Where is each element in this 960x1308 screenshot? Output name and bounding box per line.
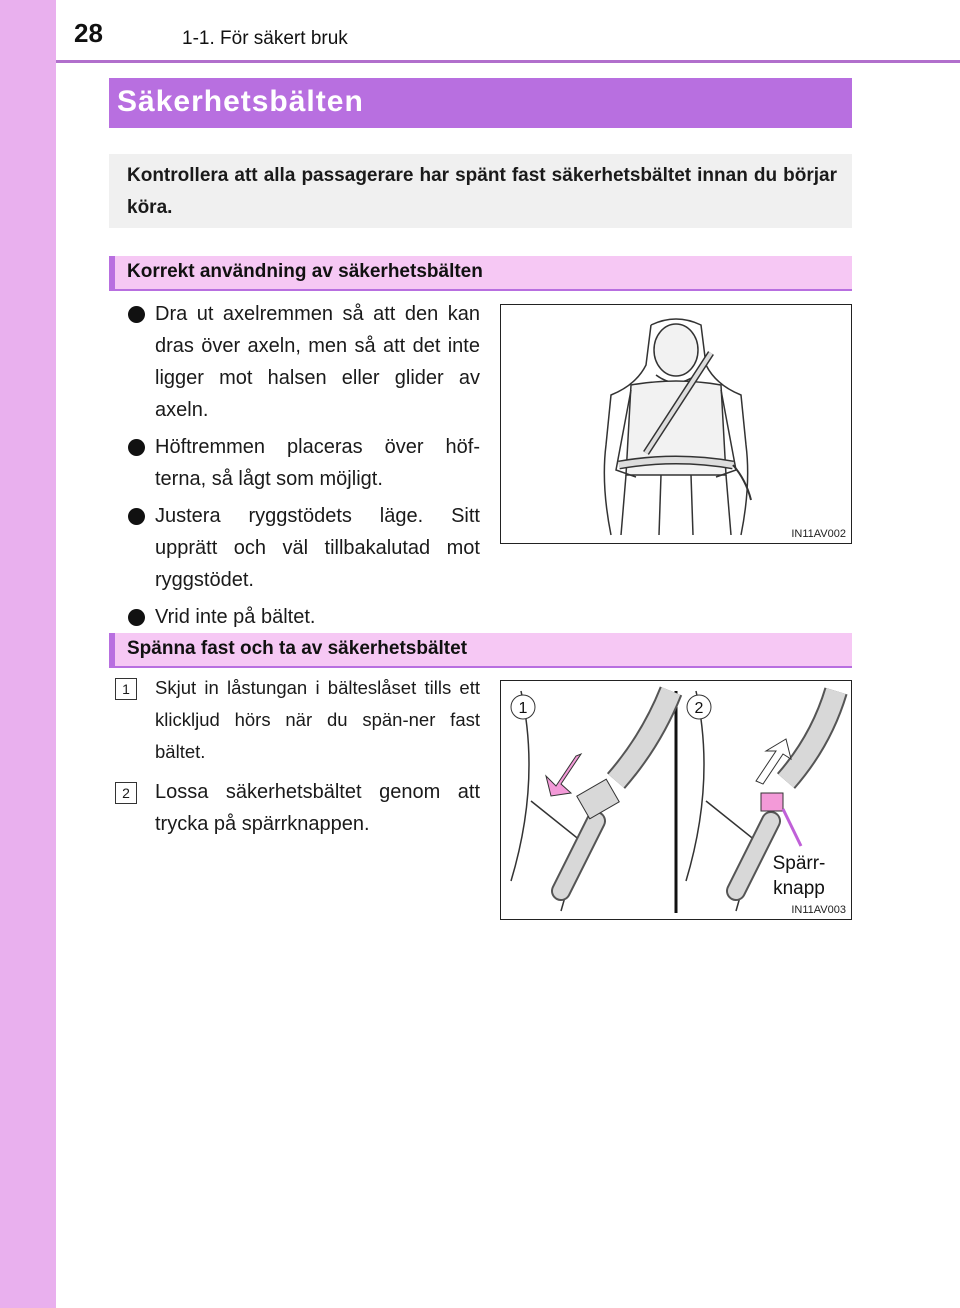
panel-1-label: 1 — [518, 700, 528, 717]
bullet-icon — [128, 306, 145, 323]
subheading-text: Korrekt användning av säkerhetsbälten — [127, 261, 483, 282]
bullet-icon — [128, 609, 145, 626]
page-title: Säkerhetsbälten — [117, 85, 364, 118]
list-item: Dra ut axelremmen så att den kan dras över axeln, men så att det inte ligger mot halsen eller glider av axeln. — [128, 298, 480, 426]
seated-person-illustration — [500, 304, 852, 544]
seated-person-drawing — [501, 305, 851, 543]
panel-2-label: 2 — [694, 700, 704, 717]
buckle-illustration — [500, 680, 852, 920]
subheading-correct-use — [109, 256, 852, 291]
list-item: 1 Skjut in låstungan i bälteslåset tills ett klickljud hörs när du spän-ner fast bältet. — [115, 672, 480, 768]
subheading-text: Spänna fast och ta av säkerhetsbältet — [127, 638, 468, 659]
figure-code: IN11AV002 — [791, 528, 846, 540]
list-item: 2 Lossa säkerhetsbältet genom att trycka på spärrknappen. — [115, 776, 480, 840]
title-bar — [109, 78, 852, 128]
intro-text: Kontrollera att alla passagerare har spänt fast säkerhetsbältet innan du börjar köra. — [127, 165, 837, 218]
list-item: Höftremmen placeras över höf-terna, så lågt som möjligt. — [128, 431, 480, 495]
subheading-buckle — [109, 633, 852, 668]
header-rule — [56, 60, 960, 63]
running-header: 1-1. För säkert bruk — [182, 28, 348, 49]
list-item: Justera ryggstödets läge. Sitt upprätt och väl tillbakalutad mot ryggstödet. — [128, 500, 480, 596]
bullet-list — [128, 298, 480, 638]
bullet-icon — [128, 439, 145, 456]
page-number: 28 — [74, 18, 103, 48]
step-number-icon: 1 — [115, 678, 137, 700]
step-list — [115, 672, 480, 848]
list-item: Vrid inte på bältet. — [128, 601, 480, 633]
release-button-callout: Spärr- knapp — [772, 853, 826, 899]
step-number-icon: 2 — [115, 782, 137, 804]
bullet-icon — [128, 508, 145, 525]
figure-code: IN11AV003 — [791, 904, 846, 916]
intro-box — [109, 154, 852, 228]
side-color-strip — [0, 0, 56, 1308]
